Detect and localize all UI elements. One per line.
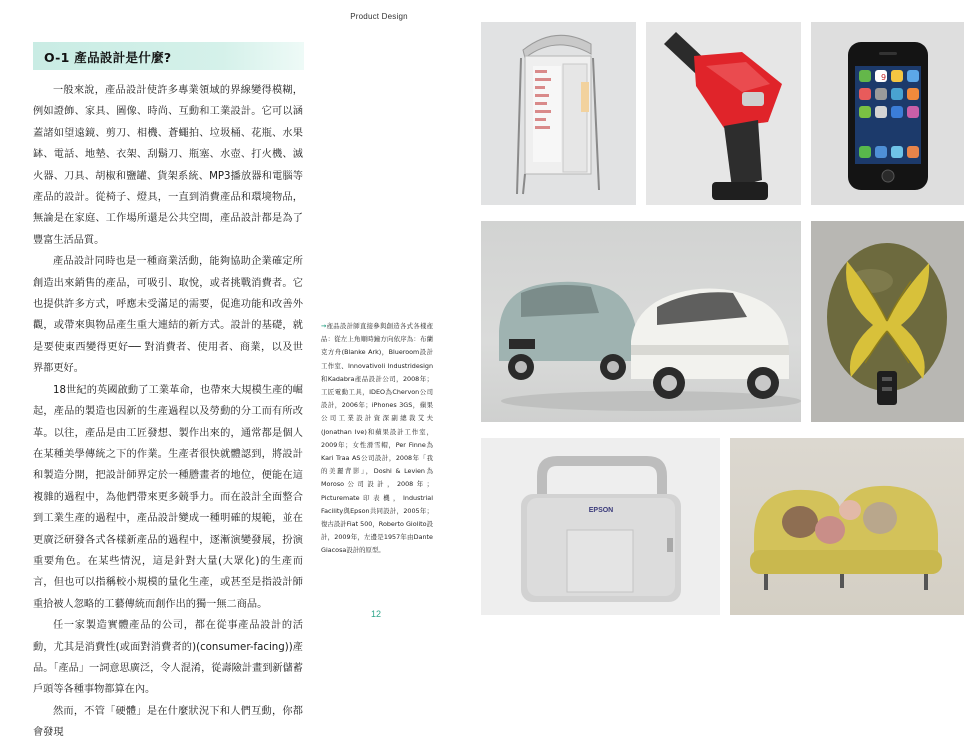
printer-brand-label: EPSON [588,507,614,514]
body-paragraph: 然而，不管「硬體」是在什麼狀況下和人們互動，你都會發現 [33,705,303,739]
helmet-illustration [811,221,964,422]
running-head: Product Design [350,12,408,21]
body-paragraph: 一般來說，產品設計使許多專業領域的界線變得模糊，例如證飾、家具、圖像、時尚、互動和工業設計。它可以涵蓋諸如望遠鏡、剪刀、相機、蒼蠅拍、垃圾桶、花瓶、水果缽、電話、地墊、衣架、刮鬍刀、瓶塞、水壺、打火機、滅火器、刀具、胡椒和鹽罐、貨架系統、MP3播放器和電腦等產品的設計。從椅子、燈具，一直到消費產品和環境物品，無論是在家庭、工作場所還是公共空間，產品設計都是為了豐富生活品質。 [33,85,303,246]
sofa-illustration [730,438,964,615]
photo-booth [481,22,636,205]
caption-arrow-icon: → [321,322,327,330]
photo-drill [646,22,801,205]
iphone-illustration [811,22,964,205]
phone-date-label: 9 [881,73,887,82]
caption-text: 產品設計師直接參與創造各式各樣產品：從左上角順時鐘方向依序為：布蘭克方舟(Blanke Ark)，Blueroom設計工作室、Innovativoli Industridesign和Kadabra產品設計公司，2008年；工匠電動工具，IDEO為Chervon公司設計，2006年；iPhones 3GS，蘋果公司工業設計資深副總裁艾夫(Jonathan Ive)和蘋果設計工作室，2009年；女性滑雪帽，Per Finne為Kari Traa AS公司設計，2008年「我的美麗背影」，Doshi & Levien為Moroso公司設計，2008年；Picturemate印表機，Industrial Facility與Epson共同設計，2005年；復古設計Fiat 500，Roberto Giolito設計，2009年，左邊是1957年由Dante Giacosa設計的原型。 [321,322,433,555]
photo-sofa [730,438,964,615]
photo-printer [481,438,720,615]
photo-ski-helmet [811,221,964,422]
body-paragraph: 18世紀的英國啟動了工業革命，也帶來大規模生產的崛起，產品的製造也因新的生產過程以及勞動的分工而有所改革。以往，產品是由工匠發想、製作出來的，通常都是個人在某種美學傳統之下的作業。生產者很快就體認到，將設計和製造分開，把設計師界定於一種謄畫者的地位，便能在這複雜的過程中，為他們帶來更多競爭力。而在設計全面整合到工業生產的過程中，產品設計變成一種明確的規範，並在更廣泛研發各式各樣新產品的過程中，逐漸演變發展，扮演重要角色。在某些情況，這是針對大量(大眾化)的生產而言，但也可以指稱較小規模的量化生產，或甚至是指設計師重拾被人忽略的工藝傳統而創作出的獨一無二商品。 [33,384,303,610]
body-paragraph: 任一家製造實體產品的公司，都在從事產品設計的活動，尤其是消費性(或面對消費者的)(consumer-facing))產品。「產品」一詞意思廣泛，令人混淆，從壽險計畫到新儲蓄戶頭等各種事物都算在內。 [33,620,303,696]
booth-illustration [481,22,636,205]
photo-iphone [811,22,964,205]
photo-caption [321,320,433,558]
folio: 12 [370,609,381,619]
drill-illustration [646,22,801,205]
body-text [33,80,303,744]
printer-illustration [481,438,720,615]
section-heading-text: O-1 產品設計是什麼? [44,50,172,65]
photo-fiat-500 [481,221,801,422]
cars-illustration [481,221,801,422]
body-paragraph: 產品設計同時也是一種商業活動，能夠協助企業確定所創造出來銷售的產品，可吸引、取悅，或者挑戰消費者。它也提供許多方式，呼應未受滿足的需要，促進功能和改善外觀，或帶來與物品產生重大連結的新方式。設計的基礎，就是要使東西變得更好── 對消費者、使用者、商業，以及世界都更好。 [33,256,303,375]
section-heading [33,42,304,70]
